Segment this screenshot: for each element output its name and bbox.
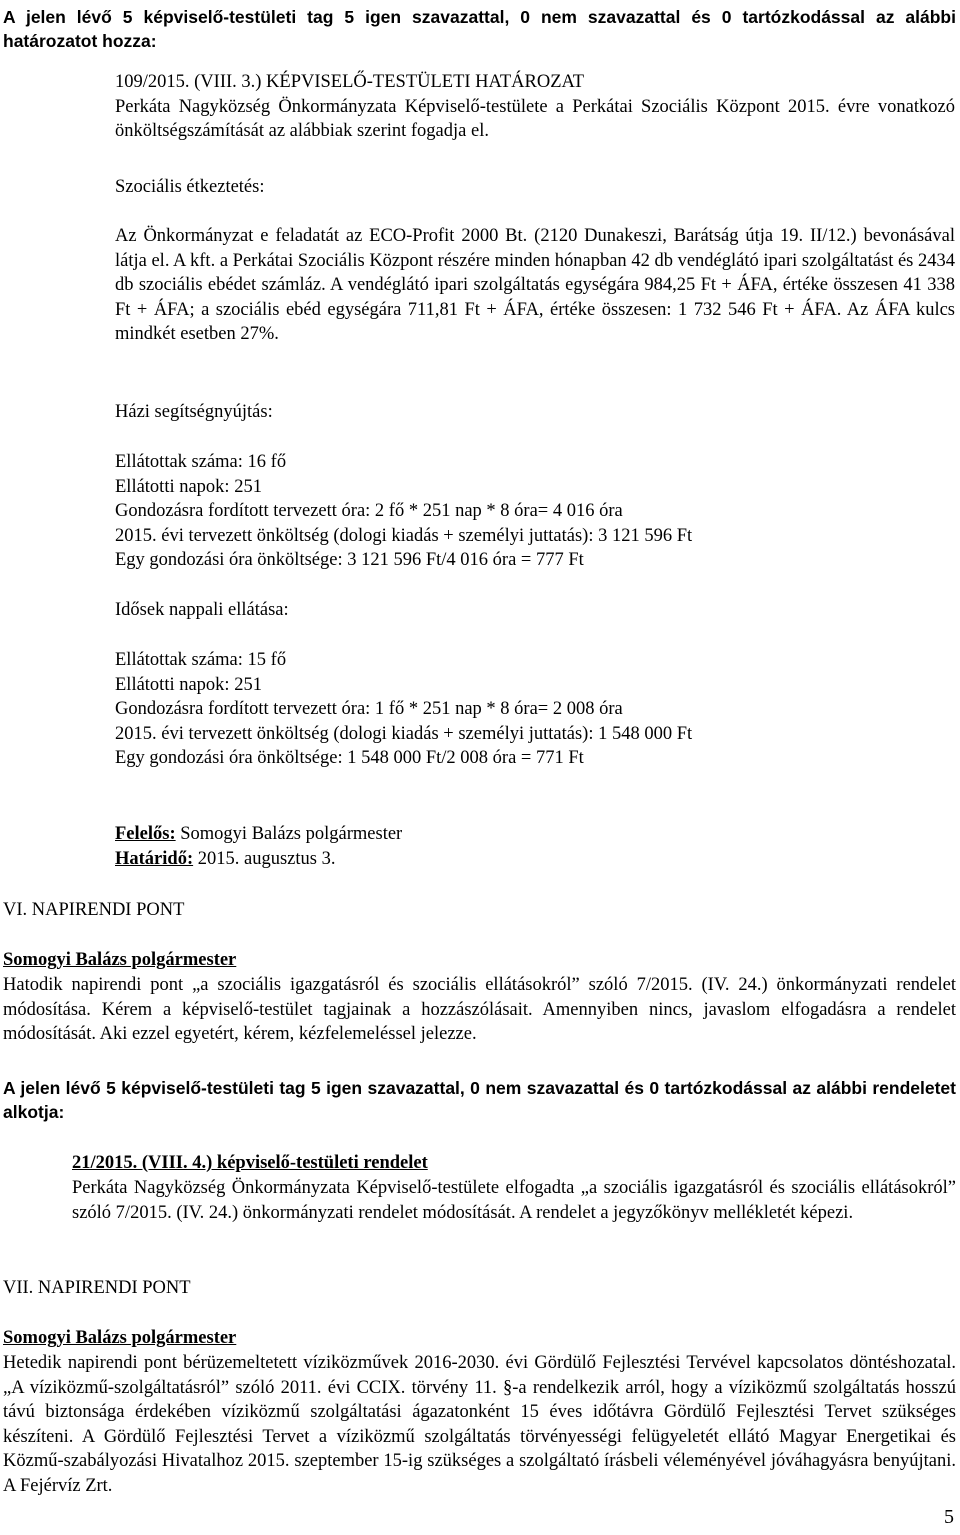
resolution-title: 109/2015. (VIII. 3.) KÉPVISELŐ-TESTÜLETI HATÁROZAT xyxy=(115,72,585,92)
page-number: 5 xyxy=(944,1506,954,1528)
agenda-6-speaker: Somogyi Balázs polgármester xyxy=(3,950,237,970)
day-care-list xyxy=(115,648,955,771)
responsible-line xyxy=(115,822,402,847)
decree-text: Perkáta Nagyközség Önkormányzata Képviselő-testülete elfogadta „a szociális igazgatásról és szociális ellátásokról” szóló 7/2015. (IV. 24.) önkormányzati rendelet módosítását. A rendelet a jegyzőkönyv mellékletét képezi. xyxy=(72,1178,956,1223)
vote-statement-2: A jelen lévő 5 képviselő-testületi tag 5 igen szavazattal, 0 nem szavazattal és 0 tartózkodással az alábbi rendeletet alkotja: xyxy=(3,1078,956,1122)
responsible-label: Felelős: xyxy=(115,824,176,844)
agenda-7-heading: VII. NAPIRENDI PONT xyxy=(3,1278,191,1298)
catering-text: Az Önkormányzat e feladatát az ECO-Profit 2000 Bt. (2120 Dunakeszi, Barátság útja 19. II/12.) bevonásával látja el. A kft. a Perkátai Szociális Központ részére minden hónapban 42 db vendéglátó ipari szolgáltatást és 2434 db szociális ebédet számláz. A vendéglátó ipari szolgáltatás egységára 984,25 Ft + ÁFA, értéke összesen 41 338 Ft + ÁFA; a szociális ebéd egységára 711,81 Ft + ÁFA, értéke összesen: 1 732 546 Ft + ÁFA. Az ÁFA kulcs mindkét esetben 27%. xyxy=(115,226,955,344)
vote-statement-1: A jelen lévő 5 képviselő-testületi tag 5 igen szavazattal, 0 nem szavazattal és 0 tartózkodással az alábbi határozatot hozza: xyxy=(3,7,956,51)
responsibility-block xyxy=(115,822,402,871)
day-care-line: Gondozásra fordított tervezett óra: 1 fő * 251 nap * 8 óra= 2 008 óra xyxy=(115,699,623,719)
home-care-line: Ellátottak száma: 16 fő xyxy=(115,452,287,472)
catering-heading: Szociális étkeztetés: xyxy=(115,177,265,197)
agenda-6-text: Hatodik napirendi pont „a szociális igazgatásról és szociális ellátásokról” szóló 7/2015. (IV. 24.) önkormányzati rendelet módosítása. Kérem a képviselő-testület tagjainak a hozzászólásait. Amennyiben nincs, javaslom elfogadásra a rendelet módosítását. Aki ezzel egyetért, kérem, kézfelemeléssel jelezze. xyxy=(3,975,956,1044)
agenda-6-heading: VI. NAPIRENDI PONT xyxy=(3,900,185,920)
day-care-line: 2015. évi tervezett önköltség (dologi kiadás + személyi juttatás): 1 548 000 Ft xyxy=(115,723,693,744)
deadline-value: 2015. augusztus 3. xyxy=(193,848,336,869)
home-care-line: Egy gondozási óra önköltsége: 3 121 596 Ft/4 016 óra = 777 Ft xyxy=(115,550,584,570)
resolution-intro: Perkáta Nagyközség Önkormányzata Képviselő-testülete a Perkátai Szociális Központ 2015. évre vonatkozó önköltségszámítását az alábbiak szerint fogadja el. xyxy=(115,96,955,141)
day-care-line: Egy gondozási óra önköltsége: 1 548 000 Ft/2 008 óra = 771 Ft xyxy=(115,748,584,768)
day-care-heading: Idősek nappali ellátása: xyxy=(115,600,289,620)
home-care-line: 2015. évi tervezett önköltség (dologi kiadás + személyi juttatás): 3 121 596 Ft xyxy=(115,525,693,546)
deadline-line xyxy=(115,847,402,872)
home-care-list xyxy=(115,450,955,573)
home-care-line: Gondozásra fordított tervezett óra: 2 fő * 251 nap * 8 óra= 4 016 óra xyxy=(115,501,623,521)
day-care-line: Ellátotti napok: 251 xyxy=(115,674,262,695)
day-care-line: Ellátottak száma: 15 fő xyxy=(115,650,287,670)
agenda-7-text: Hetedik napirendi pont bérüzemeltetett víziközművek 2016-2030. évi Gördülő Fejlesztési Tervével kapcsolatos döntéshozatal. „A víziközmű-szolgáltatásról” szóló 2011. évi CCIX. törvény 11. §-a rendelkezik arról, hogy a víziközmű szolgáltatás hosszú távú biztonsága érdekében víziközmű szolgáltatási ágazatonként 15 éves időtávra Gördülő Fejlesztési Tervet szükséges készíteni. A Gördülő Fejlesztési Tervet a víziközmű szolgáltatás törvényességi felügyeletét ellátó Magyar Energetikai és Közmű-szabályozási Hivatalhoz 2015. szeptember 15-ig szükséges a szolgáltató írásbeli véleményével jóváhagyásra benyújtani. A Fejérvíz Zrt. xyxy=(3,1353,956,1496)
deadline-label: Határidő: xyxy=(115,848,194,869)
resolution-block xyxy=(115,70,955,144)
agenda-7-speaker: Somogyi Balázs polgármester xyxy=(3,1328,237,1348)
responsible-value: Somogyi Balázs polgármester xyxy=(175,824,403,844)
home-care-line: Ellátotti napok: 251 xyxy=(115,476,262,497)
decree-title: 21/2015. (VIII. 4.) képviselő-testületi rendelet xyxy=(72,1153,428,1173)
home-care-heading: Házi segítségnyújtás: xyxy=(115,402,273,422)
